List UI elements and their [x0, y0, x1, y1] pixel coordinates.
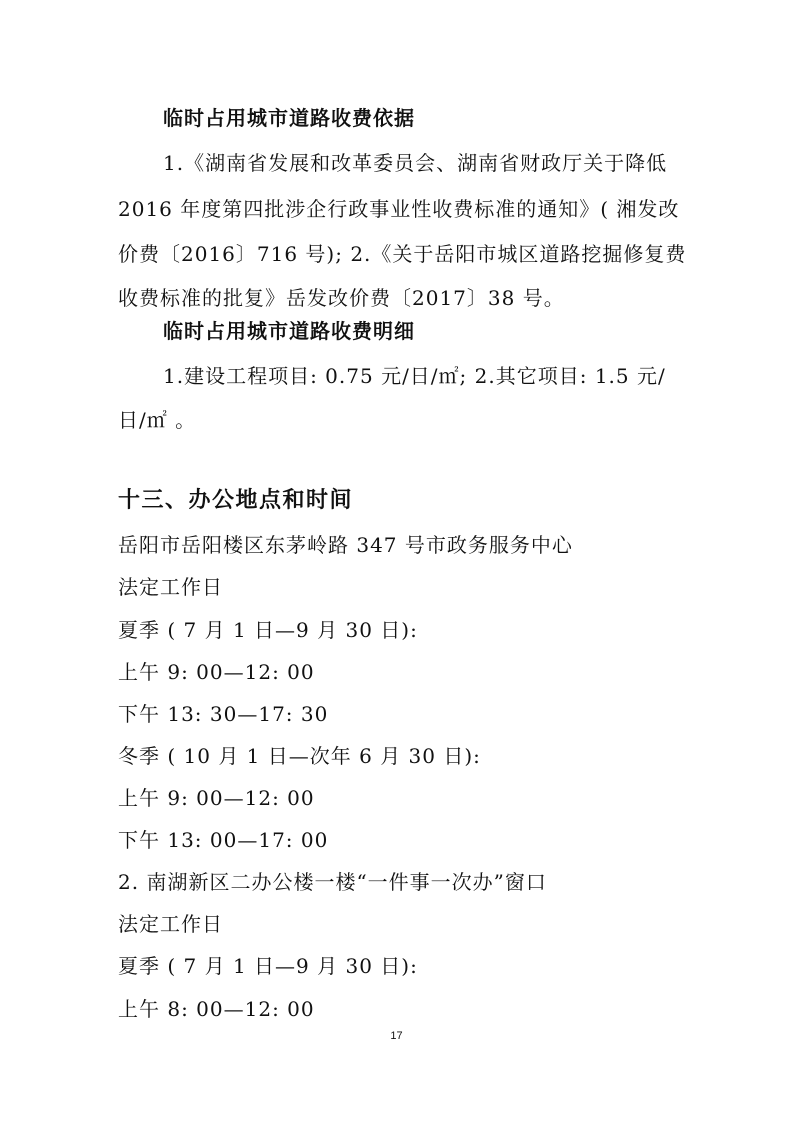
summer-period: 夏季 ( 7 月 1 日—9 月 30 日):: [118, 954, 418, 978]
page-number: 17: [390, 1030, 403, 1042]
summer-morning-hours: 上午 9: 00—12: 00: [118, 660, 315, 684]
winter-afternoon-hours: 下午 13: 00—17: 00: [118, 828, 329, 852]
winter-morning-hours: 上午 9: 00—12: 00: [118, 786, 315, 810]
basis-line: 价费〔2016〕716 号); 2.《关于岳阳市城区道路挖掘修复费: [118, 242, 687, 266]
office-heading: 十三、办公地点和时间: [118, 488, 354, 513]
office-address: 岳阳市岳阳楼区东茅岭路 347 号市政务服务中心: [118, 533, 573, 557]
basis-line: 收费标准的批复》岳发改价费〔2017〕38 号。: [118, 286, 565, 310]
workday-label: 法定工作日: [118, 912, 223, 936]
summer-afternoon-hours: 下午 13: 30—17: 30: [118, 702, 329, 726]
winter-period: 冬季 ( 10 月 1 日—次年 6 月 30 日):: [118, 744, 481, 768]
workday-label: 法定工作日: [118, 575, 223, 599]
details-line: 日/㎡ 。: [118, 408, 197, 432]
summer-period: 夏季 ( 7 月 1 日—9 月 30 日):: [118, 618, 418, 642]
second-office-address: 2. 南湖新区二办公楼一楼“一件事一次办”窗口: [118, 870, 547, 894]
details-line: 1.建设工程项目: 0.75 元/日/㎡; 2.其它项目: 1.5 元/: [163, 364, 666, 388]
basis-line: 1.《湖南省发展和改革委员会、湖南省财政厅关于降低: [163, 151, 668, 175]
basis-line: 2016 年度第四批涉企行政事业性收费标准的通知》( 湘发改: [118, 197, 680, 221]
summer-morning-hours: 上午 8: 00—12: 00: [118, 997, 315, 1021]
details-heading: 临时占用城市道路收费明细: [163, 319, 415, 343]
basis-heading: 临时占用城市道路收费依据: [163, 106, 415, 130]
